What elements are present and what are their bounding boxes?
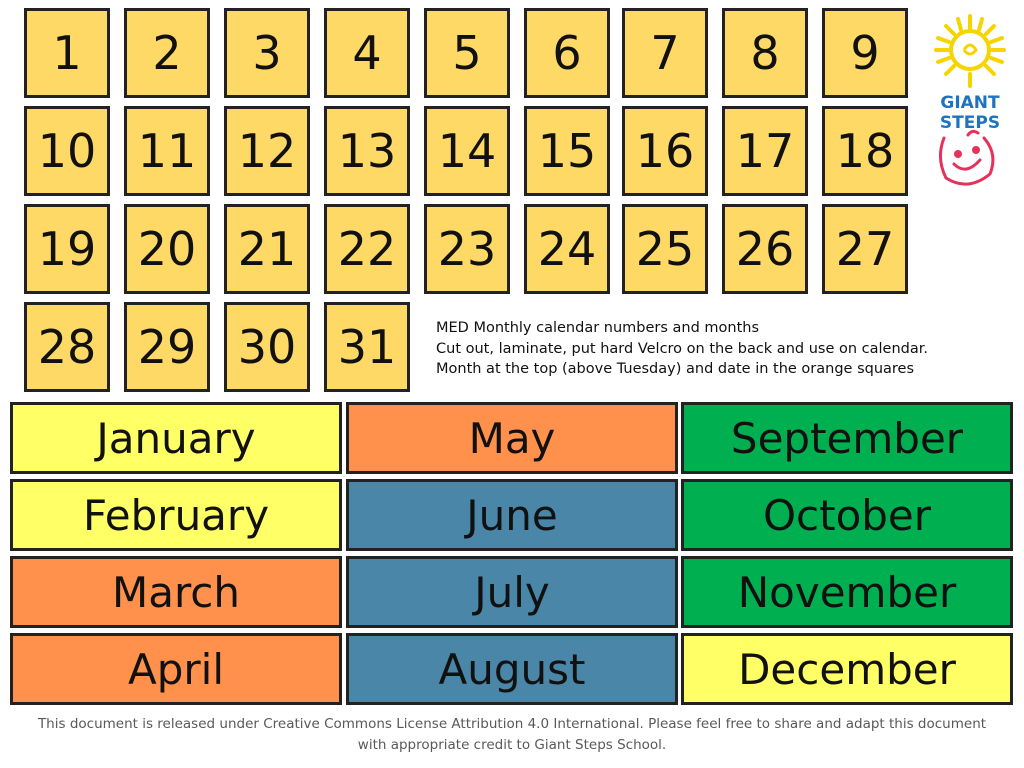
number-card-7: 7	[622, 8, 708, 98]
footer-line-1: This document is released under Creative Commons License Attribution 4.0 International. Please feel free to share and adapt this document	[37, 716, 987, 732]
number-card-6: 6	[524, 8, 610, 98]
month-card-august: August	[346, 633, 678, 705]
note-line-2: Cut out, laminate, put hard Velcro on the back and use on calendar.	[436, 340, 928, 357]
month-card-january: January	[10, 402, 342, 474]
number-card-30: 30	[224, 302, 310, 392]
month-card-march: March	[10, 556, 342, 628]
month-card-february: February	[10, 479, 342, 551]
number-card-27: 27	[822, 204, 908, 294]
number-card-15: 15	[524, 106, 610, 196]
number-card-23: 23	[424, 204, 510, 294]
month-card-april: April	[10, 633, 342, 705]
number-card-5: 5	[424, 8, 510, 98]
giant-steps-logo	[928, 10, 1012, 192]
number-card-16: 16	[622, 106, 708, 196]
number-card-13: 13	[324, 106, 410, 196]
number-card-4: 4	[324, 8, 410, 98]
number-card-28: 28	[24, 302, 110, 392]
number-card-1: 1	[24, 8, 110, 98]
number-card-25: 25	[622, 204, 708, 294]
month-card-september: September	[681, 402, 1013, 474]
note-line-3: Month at the top (above Tuesday) and date in the orange squares	[436, 361, 915, 377]
month-card-november: November	[681, 556, 1013, 628]
note-line-1: MED Monthly calendar numbers and months	[436, 320, 760, 336]
month-card-october: October	[681, 479, 1013, 551]
license-footer	[10, 714, 1014, 755]
month-card-june: June	[346, 479, 678, 551]
number-card-20: 20	[124, 204, 210, 294]
number-card-2: 2	[124, 8, 210, 98]
footer-line-2: with appropriate credit to Giant Steps School.	[357, 736, 667, 753]
number-card-21: 21	[224, 204, 310, 294]
logo-text-giant: GIANT	[940, 93, 1000, 113]
month-card-july: July	[346, 556, 678, 628]
number-card-9: 9	[822, 8, 908, 98]
instructions-note	[436, 318, 1016, 380]
number-card-12: 12	[224, 106, 310, 196]
number-card-10: 10	[24, 106, 110, 196]
number-card-24: 24	[524, 204, 610, 294]
month-card-december: December	[681, 633, 1013, 705]
sun-smiley-logo-icon	[928, 10, 1012, 192]
logo-text-steps: STEPS	[939, 113, 1001, 133]
number-card-22: 22	[324, 204, 410, 294]
number-card-19: 19	[24, 204, 110, 294]
number-card-17: 17	[722, 106, 808, 196]
month-card-may: May	[346, 402, 678, 474]
number-card-26: 26	[722, 204, 808, 294]
number-card-3: 3	[224, 8, 310, 98]
number-card-8: 8	[722, 8, 808, 98]
number-card-31: 31	[324, 302, 410, 392]
number-card-14: 14	[424, 106, 510, 196]
number-card-29: 29	[124, 302, 210, 392]
number-card-18: 18	[822, 106, 908, 196]
number-card-11: 11	[124, 106, 210, 196]
